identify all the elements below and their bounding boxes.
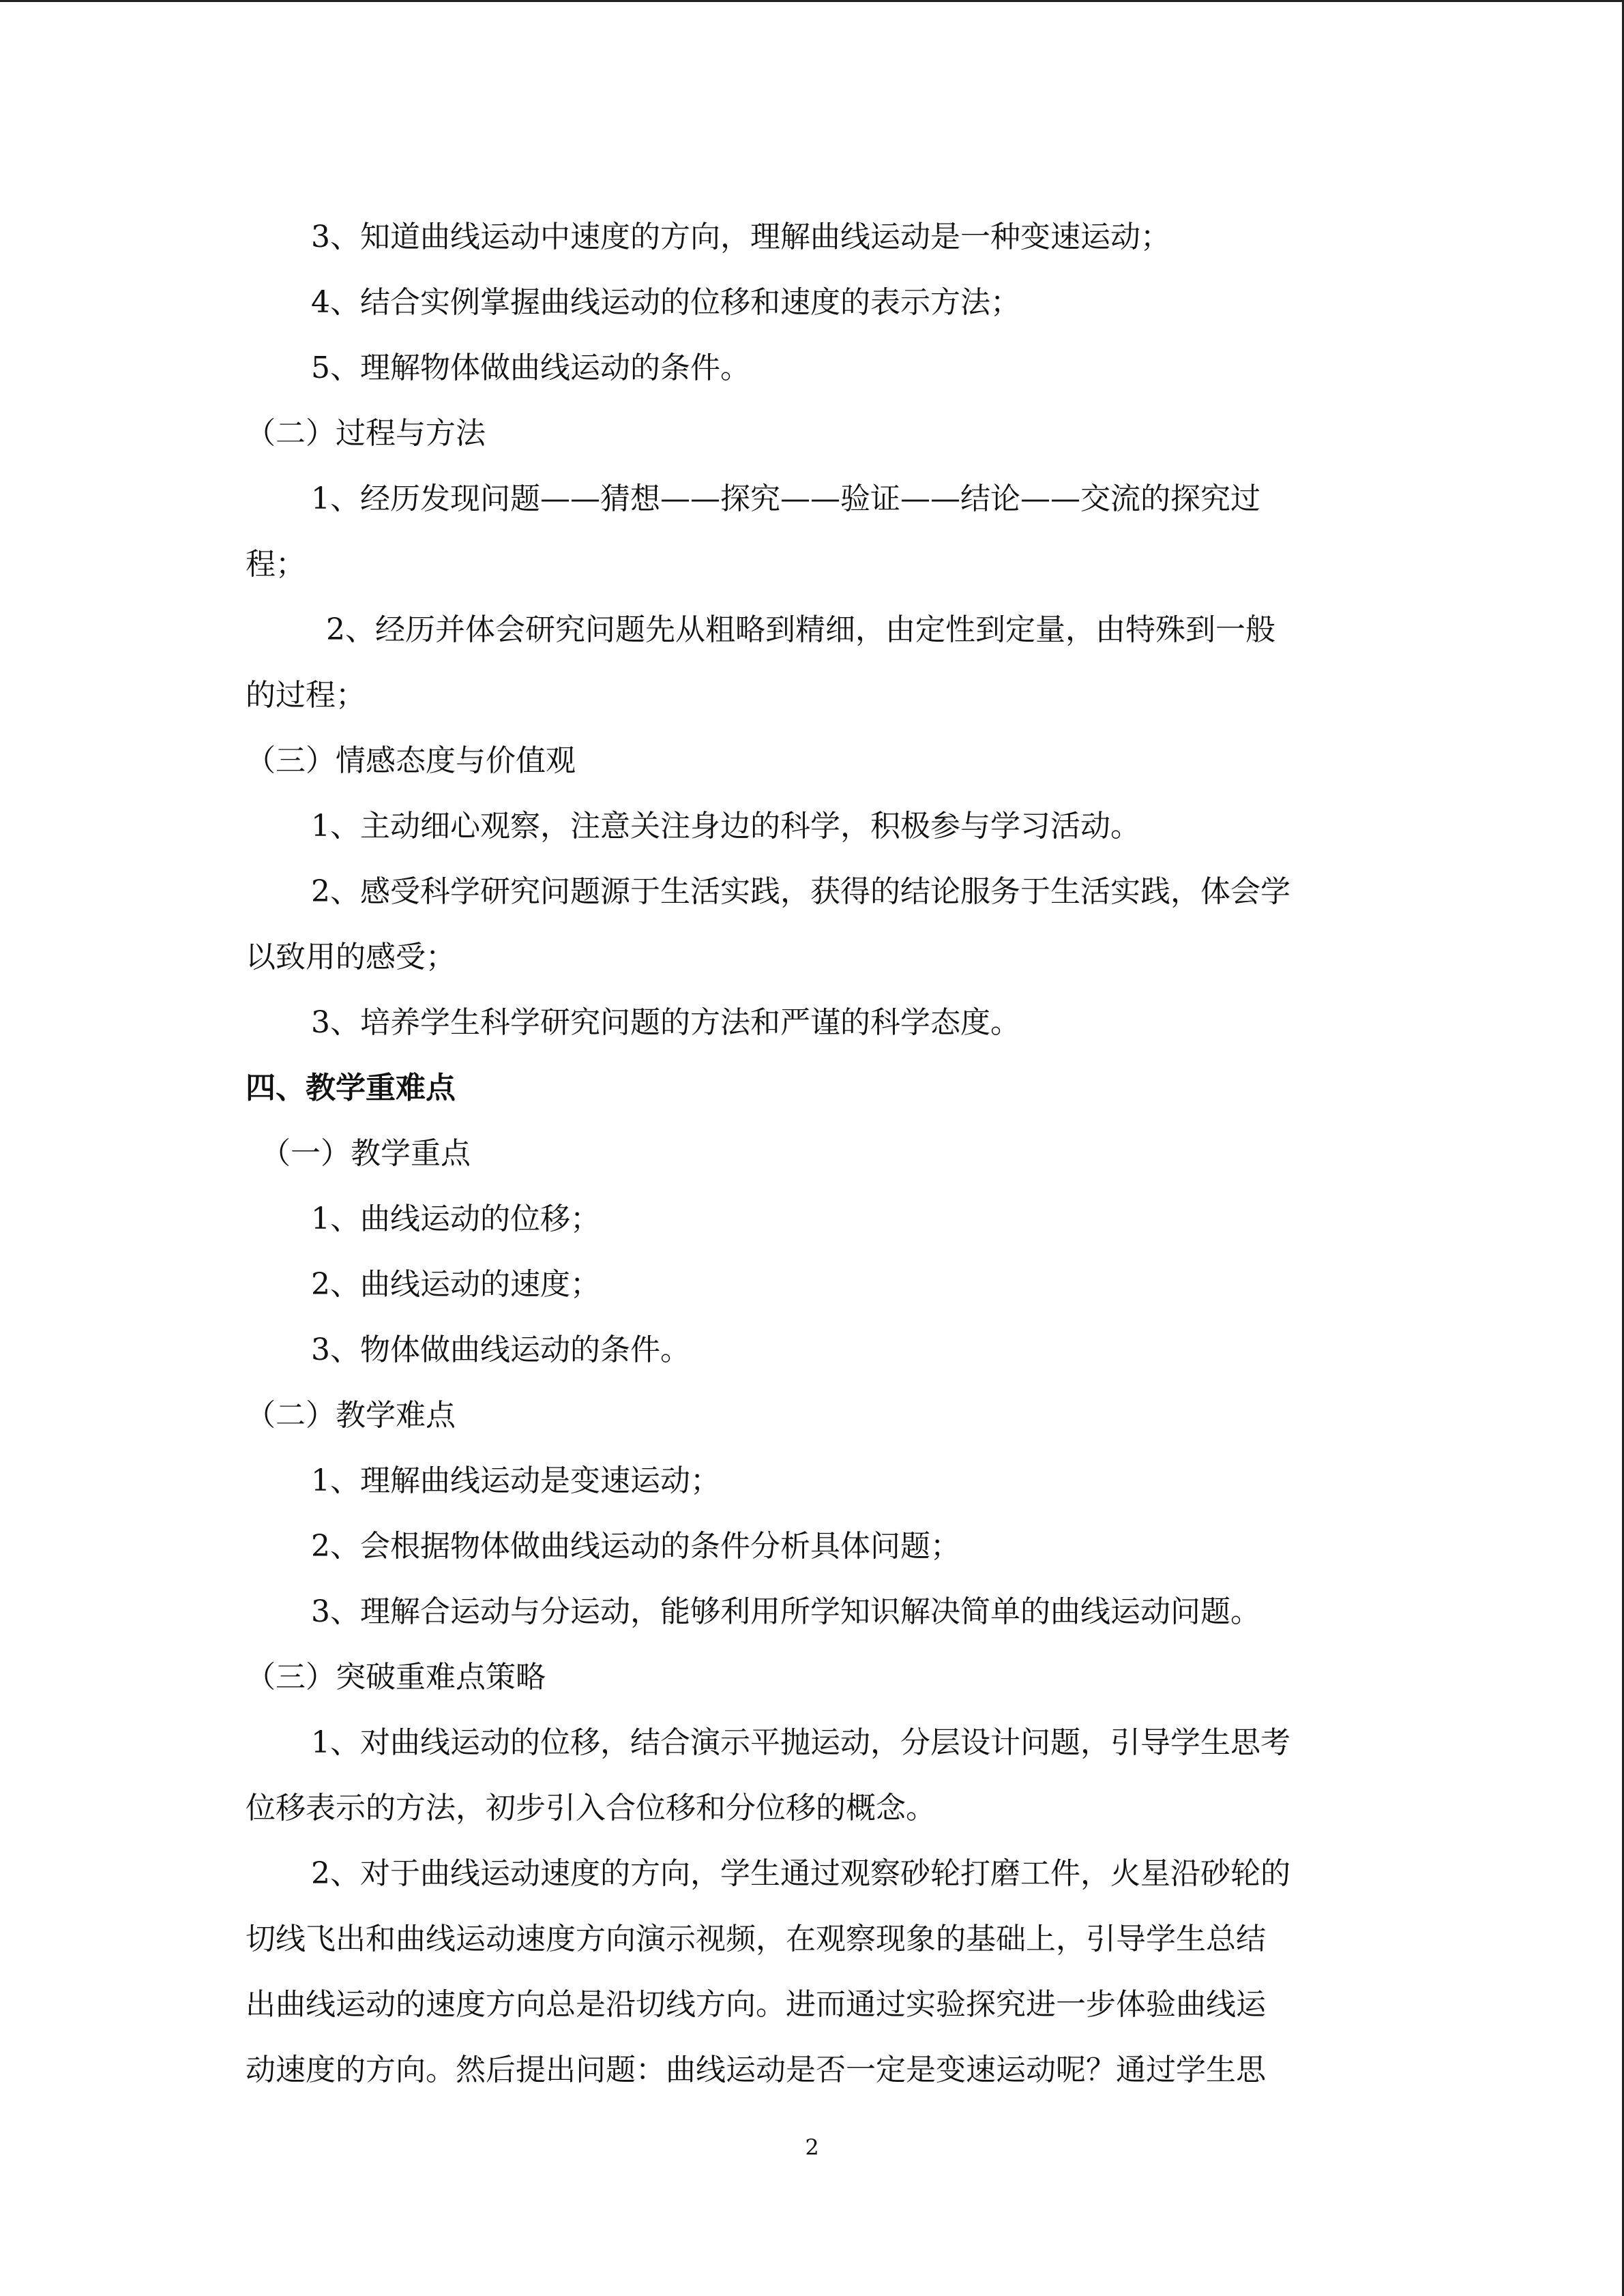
section-key-points: （一）教学重点 (261, 1136, 471, 1171)
document-body (246, 205, 1378, 2103)
section-difficult-points: （二）教学难点 (246, 1398, 456, 1433)
emotion-item-3: 3、培养学生科学研究问题的方法和严谨的科学态度。 (311, 1005, 1020, 1040)
process-item-1-cont: 程； (246, 547, 306, 582)
key-point-2: 2、曲线运动的速度； (311, 1267, 600, 1302)
emotion-item-2-cont: 以致用的感受； (246, 940, 456, 974)
objective-3: 3、知道曲线运动中速度的方向，理解曲线运动是一种变速运动； (311, 220, 1170, 254)
strategy-item-2-cont-3: 动速度的方向。然后提出问题：曲线运动是否一定是变速运动呢？通过学生思 (246, 2053, 1266, 2087)
difficult-point-2: 2、会根据物体做曲线运动的条件分析具体问题； (311, 1529, 960, 1564)
process-item-2: 2、经历并体会研究问题先从粗略到精细，由定性到定量，由特殊到一般 (326, 612, 1275, 647)
process-item-1: 1、经历发现问题——猜想——探究——验证——结论——交流的探究过 (311, 481, 1260, 516)
strategy-item-1: 1、对曲线运动的位移，结合演示平抛运动，分层设计问题，引导学生思考 (311, 1725, 1290, 1760)
key-point-3: 3、物体做曲线运动的条件。 (311, 1332, 690, 1367)
section-heading-key-difficult: 四、教学重难点 (246, 1071, 456, 1105)
page-number: 2 (805, 2134, 819, 2160)
section-emotion-values: （三）情感态度与价值观 (246, 743, 576, 778)
emotion-item-1: 1、主动细心观察，注意关注身边的科学，积极参与学习活动。 (311, 809, 1140, 844)
strategy-item-1-cont: 位移表示的方法，初步引入合位移和分位移的概念。 (246, 1791, 936, 1825)
key-point-1: 1、曲线运动的位移； (311, 1202, 600, 1236)
page-border-top (0, 0, 1624, 2)
objective-4: 4、结合实例掌握曲线运动的位移和速度的表示方法； (311, 285, 1020, 320)
strategy-item-2-cont-1: 切线飞出和曲线运动速度方向演示视频，在观察现象的基础上，引导学生总结 (246, 1922, 1266, 1956)
strategy-item-2-cont-2: 出曲线运动的速度方向总是沿切线方向。进而通过实验探究进一步体验曲线运 (246, 1987, 1266, 2022)
section-process-method: （二）过程与方法 (246, 416, 486, 451)
process-item-2-cont: 的过程； (246, 678, 366, 713)
difficult-point-3: 3、理解合运动与分运动，能够利用所学知识解决简单的曲线运动问题。 (311, 1594, 1260, 1629)
difficult-point-1: 1、理解曲线运动是变速运动； (311, 1463, 720, 1498)
objective-5: 5、理解物体做曲线运动的条件。 (311, 351, 750, 385)
strategy-item-2: 2、对于曲线运动速度的方向，学生通过观察砂轮打磨工件，火星沿砂轮的 (311, 1856, 1290, 1891)
emotion-item-2: 2、感受科学研究问题源于生活实践，获得的结论服务于生活实践，体会学 (311, 874, 1290, 909)
section-strategy: （三）突破重难点策略 (246, 1660, 546, 1695)
